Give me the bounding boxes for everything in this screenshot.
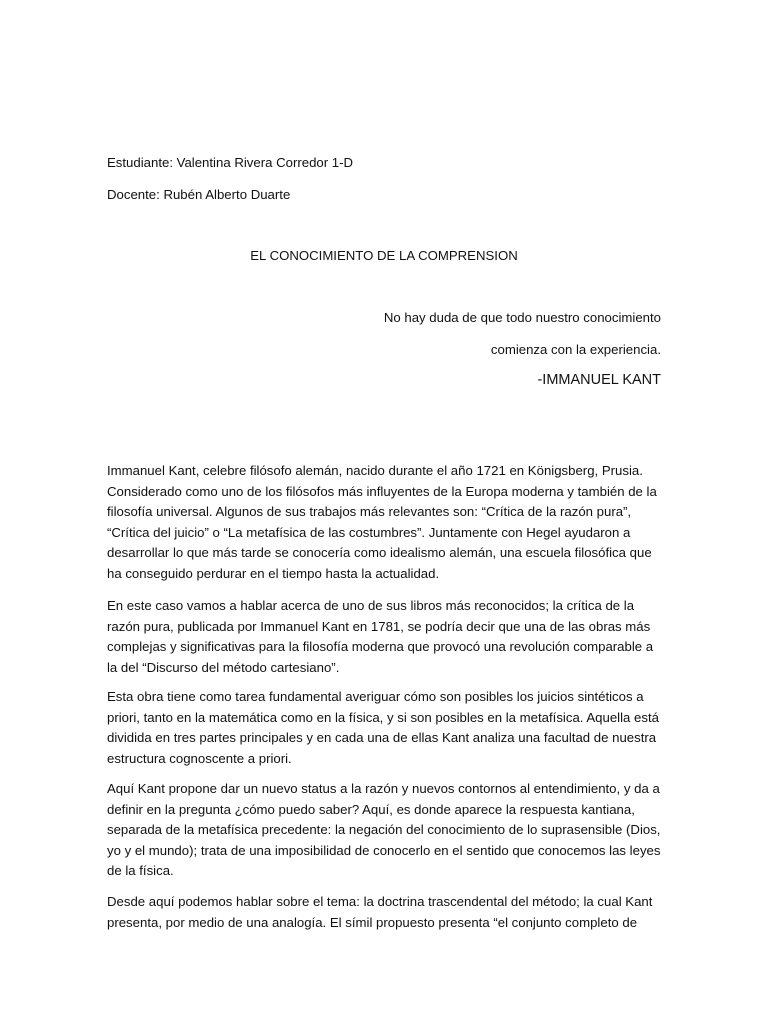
body-paragraph-5 [107, 892, 663, 933]
paragraph-text: Desde aquí podemos hablar sobre el tema: la doctrina trascendental del método; la cual Kant presenta, por medio de una analogía. El símil propuesto presenta “el conjunto completo de [107, 894, 653, 930]
paragraph-text: Esta obra tiene como tarea fundamental averiguar cómo son posibles los juicios sintéticos a priori, tanto en la matemática como en la física, y si son posibles en la metafísica. Aquella está dividida en tres partes principales y en cada una de ellas Kant analiza una facultad de nuestra estructura cognoscente a priori. [107, 689, 659, 766]
body-paragraph-1 [107, 461, 663, 585]
student-line: Estudiante: Valentina Rivera Corredor 1-D [107, 155, 354, 170]
epigraph-author: -IMMANUEL KANT [537, 372, 661, 388]
epigraph-line-1: No hay duda de que todo nuestro conocimiento [383, 310, 661, 325]
body-paragraph-4 [107, 779, 663, 882]
document-title: EL CONOCIMIENTO DE LA COMPRENSION [250, 248, 518, 263]
epigraph-line-2: comienza con la experiencia. [490, 342, 661, 357]
paragraph-text: Aquí Kant propone dar un nuevo status a la razón y nuevos contornos al entendimiento, y da a definir en la pregunta ¿cómo puedo saber? Aquí, es donde aparece la respuesta kantiana, separada de la metafísica precedente: la negación del conocimiento de lo suprasensible (Dios, yo y el mundo); trata de una imposibilidad de conocerlo en el sentido que conocemos las leyes de la física. [107, 781, 661, 879]
body-paragraph-2 [107, 596, 663, 678]
paragraph-text: En este caso vamos a hablar acerca de uno de sus libros más reconocidos; la crítica de la razón pura, publicada por Immanuel Kant en 1781, se podría decir que una de las obras más complejas y significativas para la filosofía moderna que provocó una revolución comparable a la del “Discurso del método cartesiano”. [107, 598, 654, 675]
paragraph-text: Immanuel Kant, celebre filósofo alemán, nacido durante el año 1721 en Königsberg, Prusia. Considerado como uno de los filósofos más influyentes de la Europa moderna y también de la filosofía universal. Algunos de sus trabajos más relevantes son: “Crítica de la razón pura”, “Crítica del juicio” o “La metafísica de las costumbres”. Juntamente con Hegel ayudaron a desarrollar lo que más tarde se conocería como idealismo alemán, una escuela filosófica que ha conseguido perdurar en el tiempo hasta la actualidad. [107, 463, 657, 581]
body-paragraph-3 [107, 687, 663, 769]
teacher-line: Docente: Rubén Alberto Duarte [107, 187, 291, 202]
